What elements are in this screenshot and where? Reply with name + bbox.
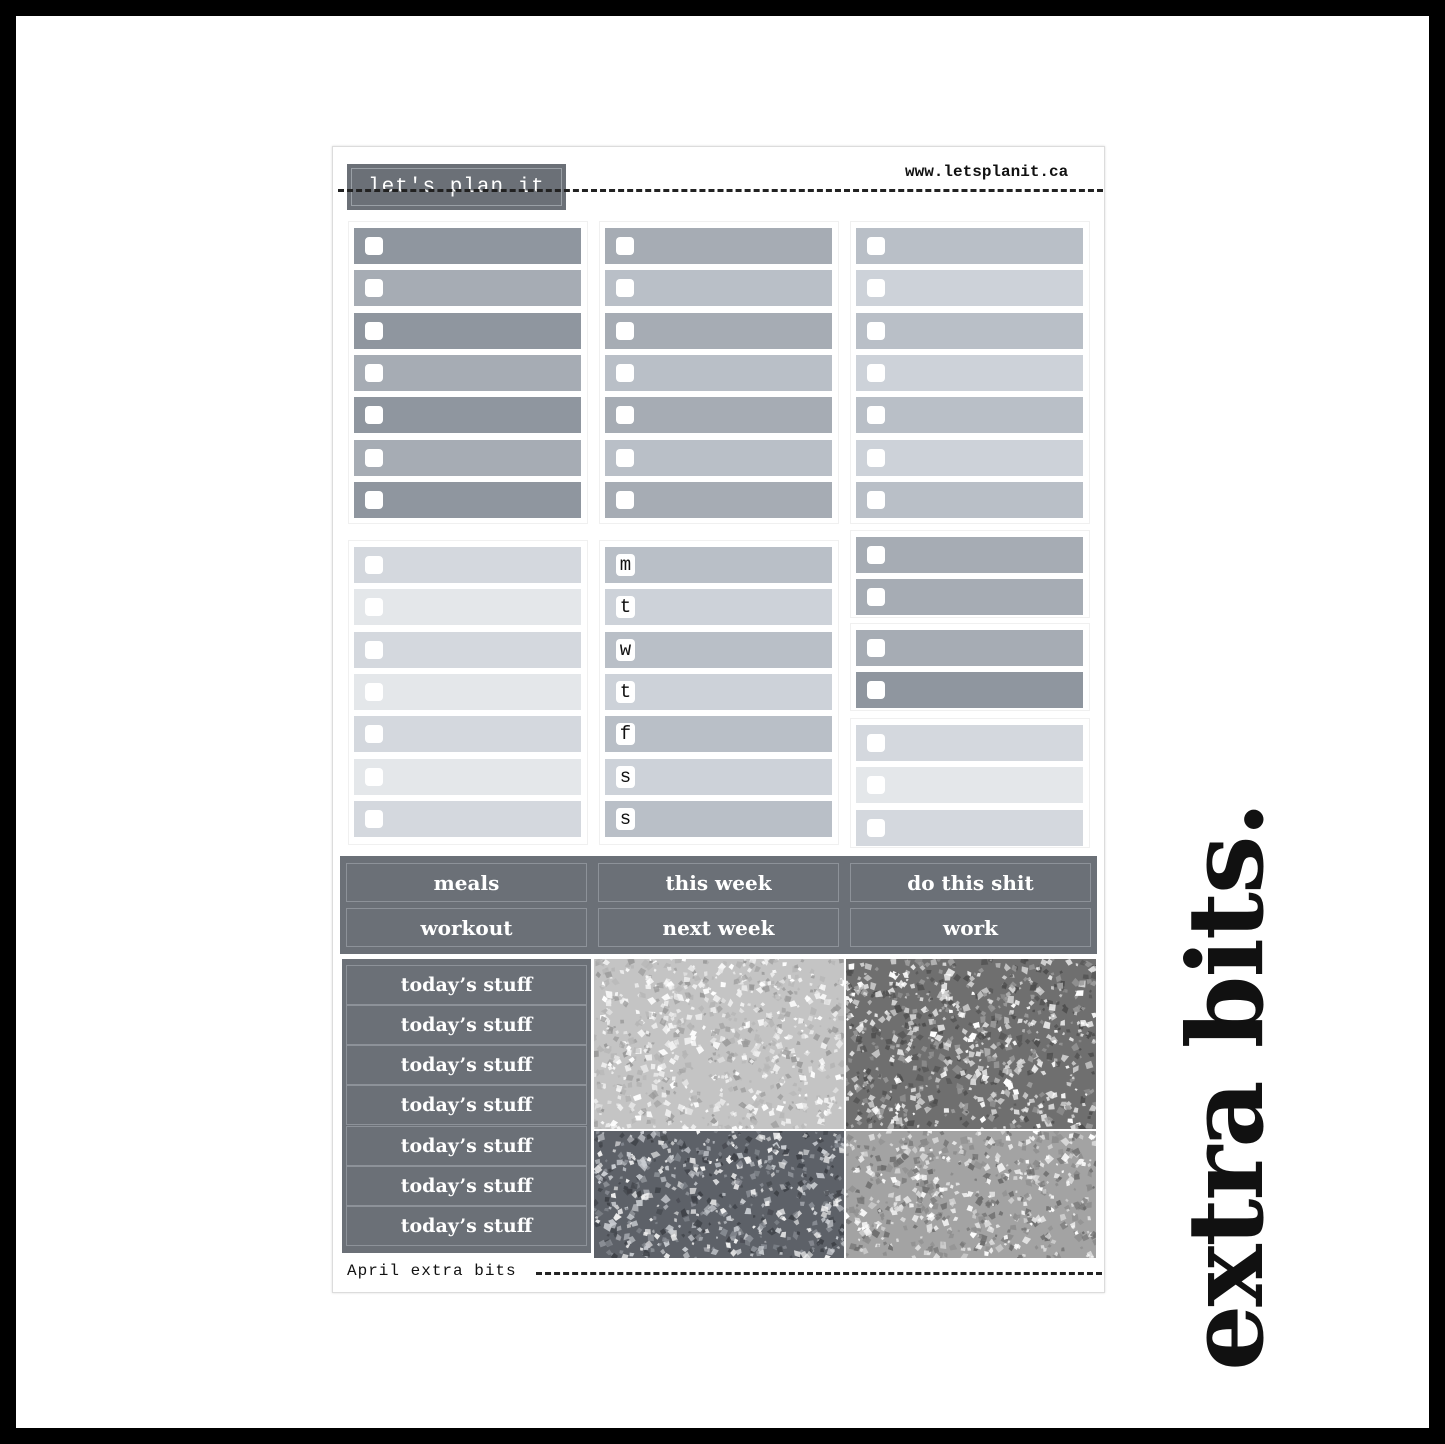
- checklist-bar: [856, 630, 1083, 666]
- todays-stuff-label: today’s stuff: [346, 1166, 587, 1206]
- checkbox-icon: [867, 279, 885, 297]
- checklist-bar: [354, 355, 581, 391]
- checkbox-icon: [616, 449, 634, 467]
- checklist-bar: [856, 767, 1083, 803]
- todays-stuff-label: today’s stuff: [346, 965, 587, 1005]
- checklist-bar: [354, 228, 581, 264]
- checkbox-icon: [365, 449, 383, 467]
- sheet-name: April extra bits: [347, 1262, 517, 1280]
- label-sticker: next week: [598, 908, 839, 947]
- checklist-bar: [856, 725, 1083, 761]
- checklist-bar: [605, 270, 832, 306]
- checklist-bar: [856, 313, 1083, 349]
- checkbox-icon: [365, 279, 383, 297]
- checkbox-icon: [867, 546, 885, 564]
- checklist-bar: [856, 579, 1083, 615]
- checklist-bar: [856, 397, 1083, 433]
- glitter-slate: [594, 1131, 844, 1258]
- checkbox-icon: [365, 725, 383, 743]
- checkbox-icon: [365, 810, 383, 828]
- checkbox-icon: [365, 237, 383, 255]
- glitter-dark-silver: [846, 959, 1096, 1129]
- bottom-dashed-divider: [536, 1272, 1102, 1275]
- brand-name: let's plan it: [351, 168, 562, 206]
- label-sticker: this week: [598, 863, 839, 902]
- weekday-letter: t: [616, 681, 635, 703]
- checkbox-icon: [867, 406, 885, 424]
- checklist-bar: [354, 716, 581, 752]
- checklist-bar: [605, 482, 832, 518]
- checkbox-icon: [867, 819, 885, 837]
- checklist-bar: [605, 355, 832, 391]
- top-dashed-divider: [338, 189, 1103, 192]
- glitter-light-silver: [594, 959, 844, 1129]
- checkbox-icon: [365, 364, 383, 382]
- checkbox-icon: [867, 588, 885, 606]
- todays-stuff-label: today’s stuff: [346, 1045, 587, 1085]
- todays-stuff-label: today’s stuff: [346, 1085, 587, 1125]
- checklist-bar: [856, 228, 1083, 264]
- checkbox-icon: [867, 364, 885, 382]
- weekday-letter: t: [616, 596, 635, 618]
- checklist-bar: [354, 547, 581, 583]
- checklist-bar: [605, 313, 832, 349]
- checklist-bar: [354, 482, 581, 518]
- checklist-bar: [354, 589, 581, 625]
- checklist-bar: [354, 632, 581, 668]
- checklist-bar: [354, 270, 581, 306]
- checkbox-icon: [867, 776, 885, 794]
- checkbox-icon: [867, 491, 885, 509]
- checklist-bar: [605, 228, 832, 264]
- weekday-bar: [605, 547, 832, 583]
- checklist-bar: [856, 537, 1083, 573]
- glitter-mid-silver: [846, 1131, 1096, 1258]
- brand-tab: [347, 164, 566, 210]
- checklist-bar: [856, 270, 1083, 306]
- checklist-bar: [856, 810, 1083, 846]
- weekday-bar: [605, 632, 832, 668]
- checkbox-icon: [616, 491, 634, 509]
- checkbox-icon: [616, 406, 634, 424]
- checkbox-icon: [867, 639, 885, 657]
- label-sticker: meals: [346, 863, 587, 902]
- weekday-letter: f: [616, 723, 635, 745]
- checkbox-icon: [365, 322, 383, 340]
- weekday-bar: [605, 674, 832, 710]
- checkbox-icon: [867, 322, 885, 340]
- checklist-bar: [354, 440, 581, 476]
- checklist-bar: [856, 440, 1083, 476]
- checklist-bar: [856, 672, 1083, 708]
- checklist-bar: [354, 801, 581, 837]
- todays-stuff-panel: [342, 959, 591, 1253]
- weekday-bar: [605, 716, 832, 752]
- website-url: www.letsplanit.ca: [905, 163, 1069, 181]
- side-title: extra bits.: [1163, 803, 1287, 1371]
- header-labels-panel: [340, 856, 1097, 954]
- checkbox-icon: [867, 237, 885, 255]
- weekday-letter: s: [616, 808, 635, 830]
- checklist-bar: [354, 313, 581, 349]
- todays-stuff-label: today’s stuff: [346, 1126, 587, 1166]
- checklist-bar: [605, 440, 832, 476]
- checkbox-icon: [616, 279, 634, 297]
- checkbox-icon: [867, 681, 885, 699]
- weekday-bar: [605, 759, 832, 795]
- checklist-bar: [354, 674, 581, 710]
- label-sticker: do this shit: [850, 863, 1091, 902]
- checkbox-icon: [365, 406, 383, 424]
- checklist-bar: [354, 397, 581, 433]
- weekday-letter: m: [616, 554, 635, 576]
- todays-stuff-label: today’s stuff: [346, 1206, 587, 1246]
- checkbox-icon: [616, 322, 634, 340]
- checkbox-icon: [365, 768, 383, 786]
- checkbox-icon: [616, 364, 634, 382]
- label-sticker: work: [850, 908, 1091, 947]
- checkbox-icon: [365, 641, 383, 659]
- checkbox-icon: [616, 237, 634, 255]
- checkbox-icon: [365, 556, 383, 574]
- checkbox-icon: [365, 598, 383, 616]
- todays-stuff-label: today’s stuff: [346, 1005, 587, 1045]
- checkbox-icon: [365, 491, 383, 509]
- checkbox-icon: [365, 683, 383, 701]
- label-sticker: workout: [346, 908, 587, 947]
- weekday-letter: s: [616, 766, 635, 788]
- checklist-bar: [856, 482, 1083, 518]
- checkbox-icon: [867, 734, 885, 752]
- weekday-bar: [605, 589, 832, 625]
- checklist-bar: [354, 759, 581, 795]
- checkbox-icon: [867, 449, 885, 467]
- checklist-bar: [856, 355, 1083, 391]
- weekday-letter: w: [616, 639, 635, 661]
- weekday-bar: [605, 801, 832, 837]
- checklist-bar: [605, 397, 832, 433]
